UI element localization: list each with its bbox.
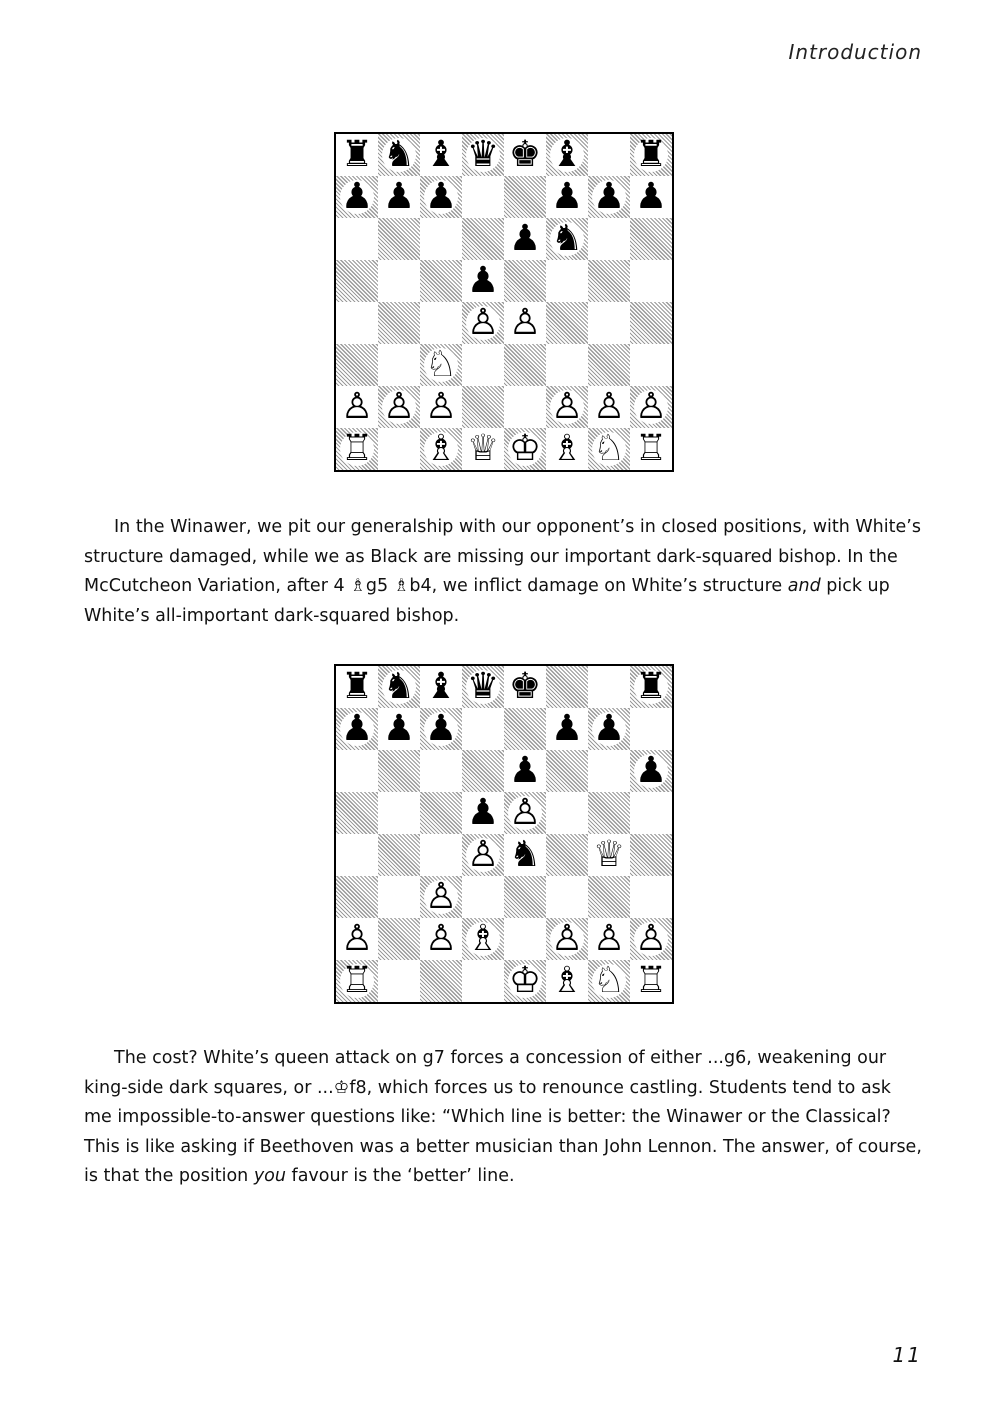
paragraph-text: favour is the ‘better’ line. <box>285 1166 515 1186</box>
chess-piece: ♟ <box>508 218 542 259</box>
page-number: 11 <box>892 1343 922 1367</box>
square-h4 <box>630 834 672 876</box>
square-d3 <box>462 344 504 386</box>
square-b6 <box>378 750 420 792</box>
chess-piece: ♖ <box>634 428 668 469</box>
square-a1 <box>336 428 378 470</box>
chess-piece: ♙ <box>550 386 584 427</box>
square-g8 <box>588 134 630 176</box>
chess-piece: ♕ <box>592 834 626 875</box>
running-head: Introduction <box>788 40 922 64</box>
chess-piece: ♖ <box>340 960 374 1001</box>
square-c2 <box>420 386 462 428</box>
square-f4 <box>546 834 588 876</box>
square-d5 <box>462 260 504 302</box>
paragraph-1 <box>84 513 922 631</box>
square-b8 <box>378 134 420 176</box>
chess-piece: ♟ <box>634 750 668 791</box>
square-d2 <box>462 918 504 960</box>
chess-piece: ♟ <box>634 176 668 217</box>
square-e2 <box>504 386 546 428</box>
chess-piece: ♟ <box>508 750 542 791</box>
chess-piece: ♙ <box>382 386 416 427</box>
chess-piece: ♙ <box>424 918 458 959</box>
square-a8 <box>336 666 378 708</box>
chess-piece: ♜ <box>634 666 668 707</box>
square-b3 <box>378 876 420 918</box>
square-a5 <box>336 260 378 302</box>
square-d4 <box>462 302 504 344</box>
square-e3 <box>504 876 546 918</box>
square-h7 <box>630 176 672 218</box>
chess-piece: ♘ <box>424 344 458 385</box>
chess-piece: ♝ <box>550 134 584 175</box>
square-d4 <box>462 834 504 876</box>
chess-piece: ♟ <box>550 708 584 749</box>
square-g6 <box>588 750 630 792</box>
chess-piece: ♟ <box>592 708 626 749</box>
square-d2 <box>462 386 504 428</box>
square-g3 <box>588 344 630 386</box>
square-e1 <box>504 428 546 470</box>
square-h5 <box>630 792 672 834</box>
square-a3 <box>336 876 378 918</box>
square-a1 <box>336 960 378 1002</box>
square-f7 <box>546 708 588 750</box>
square-b2 <box>378 918 420 960</box>
square-h8 <box>630 666 672 708</box>
paragraph-text: In the Winawer, we pit our generalship with our opponent’s in closed positions, with White’s structure damaged, while we as Black are missing our important dark-squared bishop. In the McCutcheon Variation, after 4 ♗g5 ♗b4, we inflict damage on White’s structure <box>84 517 921 596</box>
square-g6 <box>588 218 630 260</box>
square-f6 <box>546 218 588 260</box>
square-h3 <box>630 876 672 918</box>
square-b6 <box>378 218 420 260</box>
square-f5 <box>546 792 588 834</box>
chess-piece: ♟ <box>340 708 374 749</box>
chess-diagram-2 <box>334 664 674 1004</box>
chess-piece: ♗ <box>550 428 584 469</box>
square-g2 <box>588 918 630 960</box>
square-e6 <box>504 750 546 792</box>
square-a4 <box>336 834 378 876</box>
square-g8 <box>588 666 630 708</box>
square-b1 <box>378 960 420 1002</box>
paragraph-2 <box>84 1044 922 1192</box>
square-e1 <box>504 960 546 1002</box>
chess-piece: ♙ <box>340 918 374 959</box>
square-c5 <box>420 260 462 302</box>
chess-piece: ♟ <box>592 176 626 217</box>
square-f4 <box>546 302 588 344</box>
chess-piece: ♛ <box>466 666 500 707</box>
square-g5 <box>588 260 630 302</box>
chess-piece: ♞ <box>508 834 542 875</box>
square-e4 <box>504 302 546 344</box>
chess-piece: ♗ <box>550 960 584 1001</box>
chess-piece: ♟ <box>382 708 416 749</box>
square-a2 <box>336 918 378 960</box>
square-g7 <box>588 176 630 218</box>
square-h1 <box>630 960 672 1002</box>
square-c7 <box>420 176 462 218</box>
square-g5 <box>588 792 630 834</box>
square-d8 <box>462 134 504 176</box>
square-f5 <box>546 260 588 302</box>
square-b5 <box>378 792 420 834</box>
square-c2 <box>420 918 462 960</box>
square-e5 <box>504 260 546 302</box>
square-b7 <box>378 176 420 218</box>
chess-piece: ♞ <box>382 134 416 175</box>
square-h4 <box>630 302 672 344</box>
square-b8 <box>378 666 420 708</box>
chess-piece: ♘ <box>592 960 626 1001</box>
chess-piece: ♙ <box>592 386 626 427</box>
square-f8 <box>546 134 588 176</box>
square-a3 <box>336 344 378 386</box>
square-h8 <box>630 134 672 176</box>
square-h2 <box>630 918 672 960</box>
chess-piece: ♚ <box>508 134 542 175</box>
chess-piece: ♜ <box>634 134 668 175</box>
square-d6 <box>462 750 504 792</box>
chess-piece: ♖ <box>634 960 668 1001</box>
paragraph-text: The cost? White’s queen attack on g7 forces a concession of either ...g6, weakening our king-side dark squares, or ...♔f8, which forces us to renounce castling. Students tend to ask me impossible-to-answer questions like: “Which line is better: the Winawer or the Classical? This is like asking if Beethoven was a better musician than John Lennon. The answer, of course, is that the position <box>84 1048 922 1186</box>
chess-piece: ♝ <box>424 666 458 707</box>
square-b4 <box>378 302 420 344</box>
chess-piece: ♟ <box>424 708 458 749</box>
square-f2 <box>546 918 588 960</box>
square-d7 <box>462 176 504 218</box>
chess-piece: ♟ <box>466 792 500 833</box>
square-h5 <box>630 260 672 302</box>
square-a2 <box>336 386 378 428</box>
emphasis-text: and <box>787 576 821 596</box>
paragraph-text: pick up White’s all-important dark-squared bishop. <box>84 576 890 626</box>
chess-piece: ♟ <box>466 260 500 301</box>
square-g1 <box>588 960 630 1002</box>
square-f7 <box>546 176 588 218</box>
chess-piece: ♝ <box>424 134 458 175</box>
chess-piece: ♚ <box>508 666 542 707</box>
square-e6 <box>504 218 546 260</box>
square-c4 <box>420 834 462 876</box>
square-b4 <box>378 834 420 876</box>
square-a7 <box>336 708 378 750</box>
chess-piece: ♙ <box>424 876 458 917</box>
chess-piece: ♞ <box>382 666 416 707</box>
chess-piece: ♟ <box>382 176 416 217</box>
square-d1 <box>462 428 504 470</box>
square-c5 <box>420 792 462 834</box>
chess-piece: ♘ <box>592 428 626 469</box>
square-a7 <box>336 176 378 218</box>
chess-piece: ♙ <box>466 302 500 343</box>
square-c1 <box>420 428 462 470</box>
square-c8 <box>420 666 462 708</box>
chess-piece: ♙ <box>424 386 458 427</box>
chess-piece: ♖ <box>340 428 374 469</box>
square-b1 <box>378 428 420 470</box>
square-f8 <box>546 666 588 708</box>
chess-piece: ♙ <box>550 918 584 959</box>
chess-piece: ♙ <box>634 386 668 427</box>
chess-piece: ♙ <box>508 302 542 343</box>
square-g7 <box>588 708 630 750</box>
square-c6 <box>420 750 462 792</box>
square-b7 <box>378 708 420 750</box>
square-d3 <box>462 876 504 918</box>
square-g1 <box>588 428 630 470</box>
square-c3 <box>420 876 462 918</box>
square-f1 <box>546 960 588 1002</box>
chess-diagram-1 <box>334 132 674 472</box>
square-a8 <box>336 134 378 176</box>
square-c3 <box>420 344 462 386</box>
chess-piece: ♙ <box>466 834 500 875</box>
square-d8 <box>462 666 504 708</box>
chess-piece: ♙ <box>340 386 374 427</box>
square-a6 <box>336 750 378 792</box>
square-e4 <box>504 834 546 876</box>
chess-piece: ♗ <box>424 428 458 469</box>
chess-piece: ♜ <box>340 666 374 707</box>
square-h3 <box>630 344 672 386</box>
emphasis-text: you <box>253 1166 286 1186</box>
square-d6 <box>462 218 504 260</box>
square-b5 <box>378 260 420 302</box>
square-h1 <box>630 428 672 470</box>
square-e8 <box>504 666 546 708</box>
square-b3 <box>378 344 420 386</box>
square-e2 <box>504 918 546 960</box>
square-f6 <box>546 750 588 792</box>
chess-piece: ♙ <box>592 918 626 959</box>
square-c6 <box>420 218 462 260</box>
square-f3 <box>546 344 588 386</box>
square-c7 <box>420 708 462 750</box>
chess-piece: ♜ <box>340 134 374 175</box>
square-d1 <box>462 960 504 1002</box>
square-f3 <box>546 876 588 918</box>
square-g2 <box>588 386 630 428</box>
square-c8 <box>420 134 462 176</box>
square-e7 <box>504 176 546 218</box>
square-f1 <box>546 428 588 470</box>
square-h7 <box>630 708 672 750</box>
square-e7 <box>504 708 546 750</box>
chess-piece: ♛ <box>466 134 500 175</box>
square-c4 <box>420 302 462 344</box>
chess-piece: ♙ <box>508 792 542 833</box>
square-b2 <box>378 386 420 428</box>
chess-piece: ♕ <box>466 428 500 469</box>
square-h2 <box>630 386 672 428</box>
chess-piece: ♟ <box>424 176 458 217</box>
chess-piece: ♟ <box>550 176 584 217</box>
square-f2 <box>546 386 588 428</box>
square-h6 <box>630 750 672 792</box>
square-a5 <box>336 792 378 834</box>
chess-piece: ♔ <box>508 428 542 469</box>
chess-piece: ♙ <box>634 918 668 959</box>
square-d5 <box>462 792 504 834</box>
square-h6 <box>630 218 672 260</box>
chess-piece: ♟ <box>340 176 374 217</box>
square-e5 <box>504 792 546 834</box>
chess-piece: ♞ <box>550 218 584 259</box>
square-g4 <box>588 302 630 344</box>
chess-piece: ♔ <box>508 960 542 1001</box>
square-a6 <box>336 218 378 260</box>
square-e3 <box>504 344 546 386</box>
square-g3 <box>588 876 630 918</box>
square-g4 <box>588 834 630 876</box>
chess-piece: ♗ <box>466 918 500 959</box>
square-a4 <box>336 302 378 344</box>
square-d7 <box>462 708 504 750</box>
square-c1 <box>420 960 462 1002</box>
square-e8 <box>504 134 546 176</box>
